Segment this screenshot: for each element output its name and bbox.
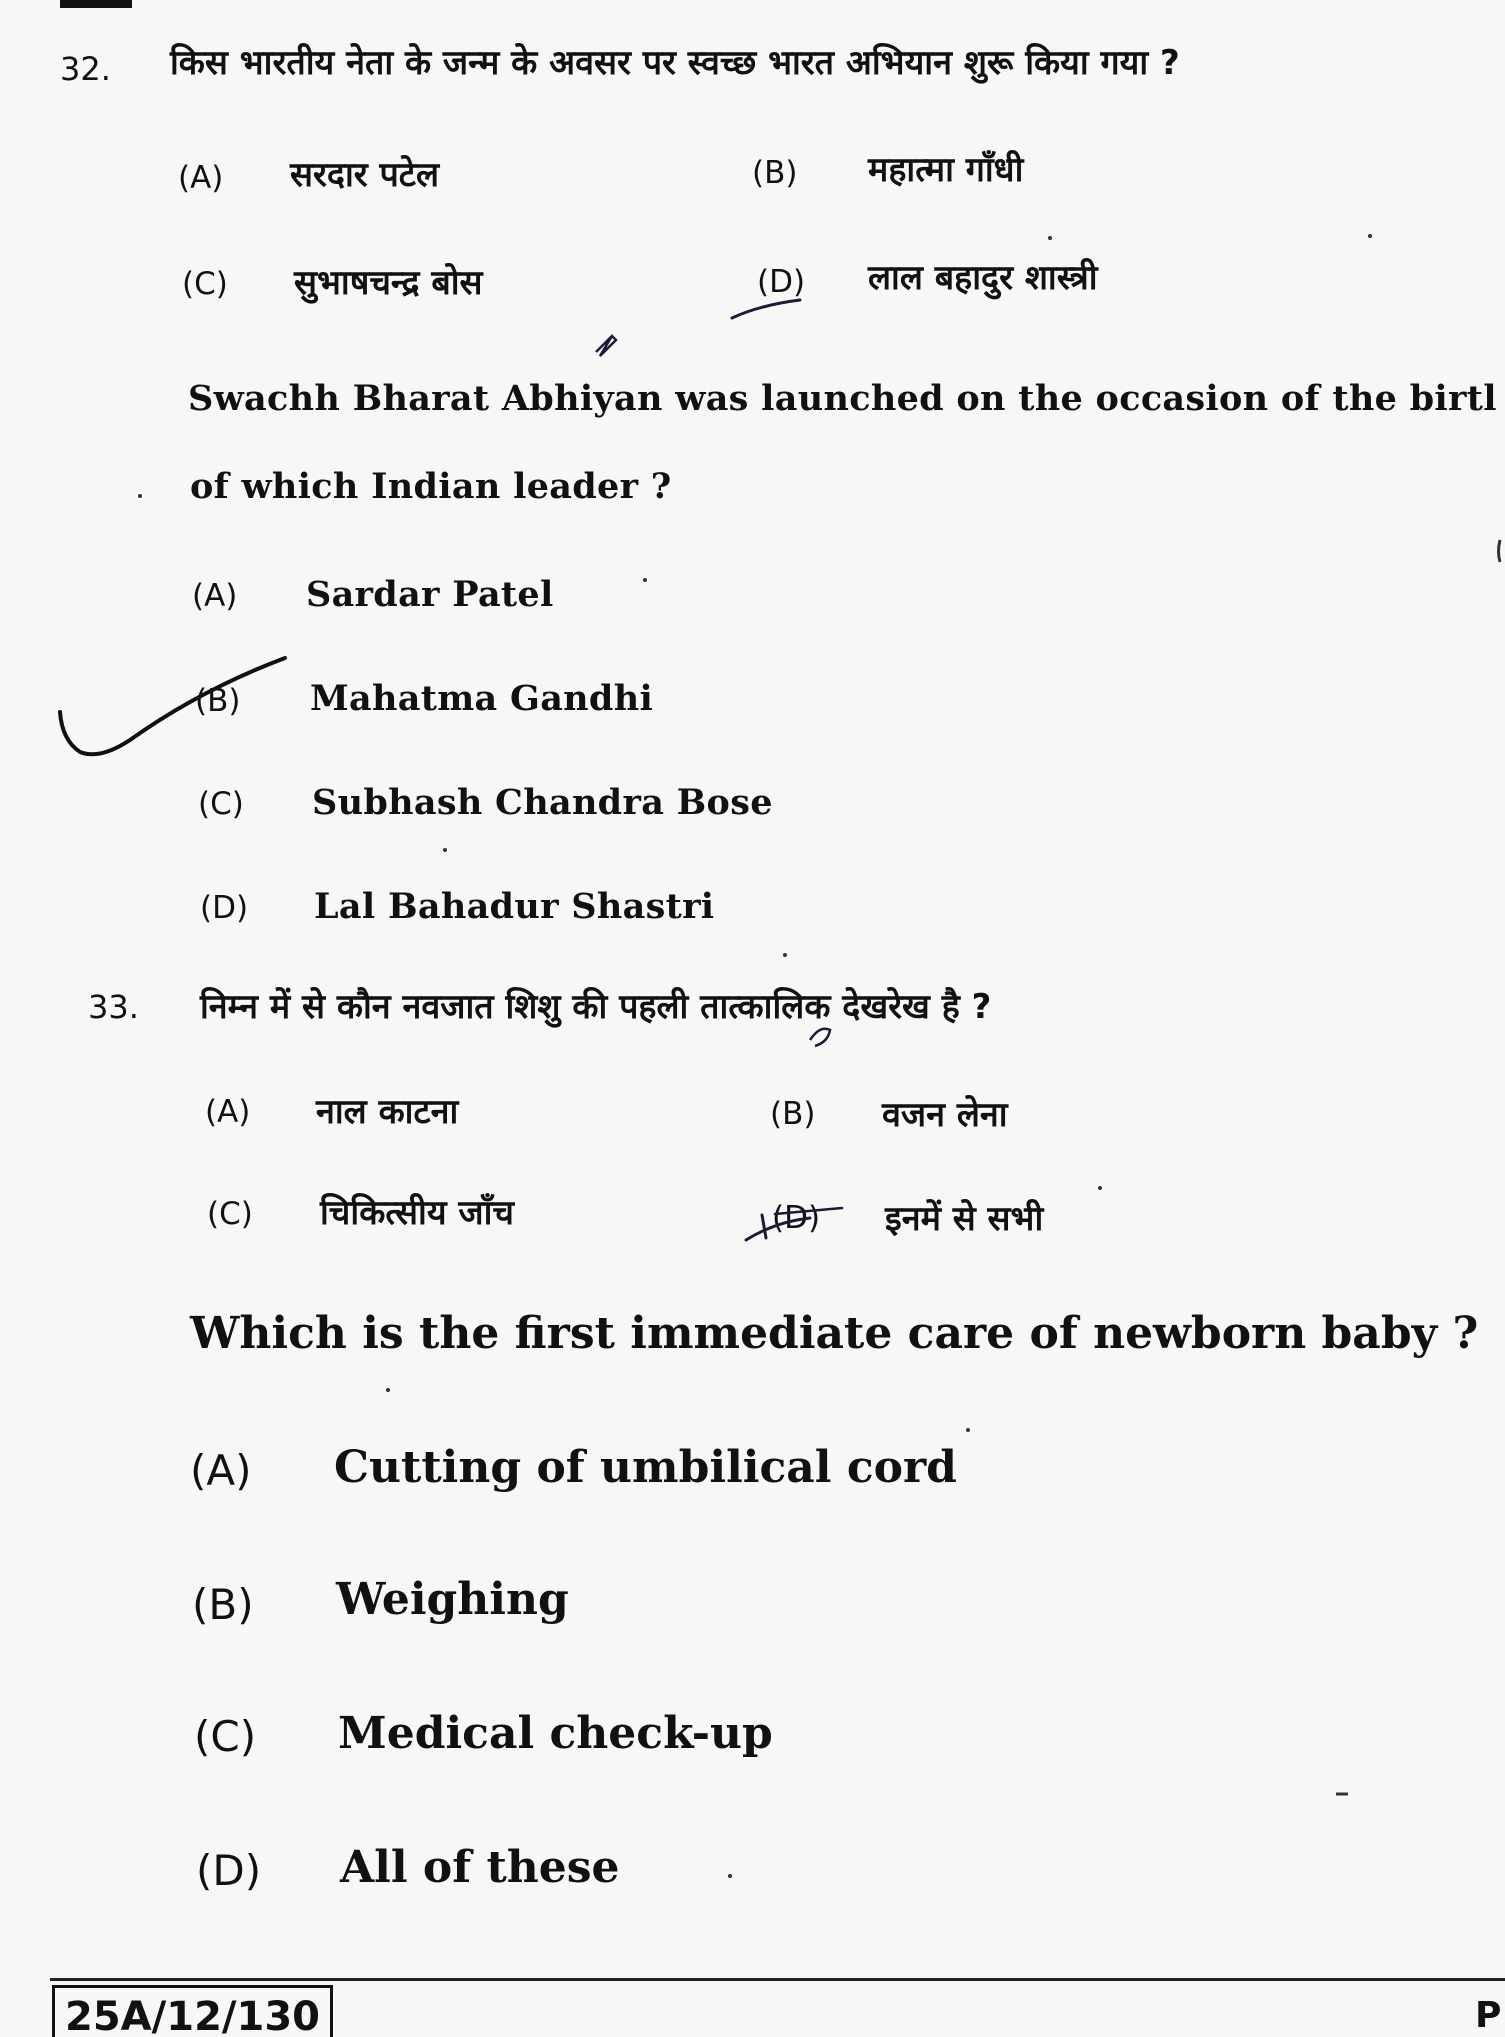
stray-dot (728, 1874, 732, 1878)
q32-english-option-a-text: Sardar Patel (306, 574, 554, 615)
stray-dot (1368, 234, 1372, 238)
stray-dot (643, 578, 647, 582)
stray-dot (783, 953, 787, 957)
q33-hindi-option-a-text: नाल काटना (316, 1092, 459, 1132)
q33-hindi-option-c-text: चिकित्सीय जाँच (320, 1193, 515, 1233)
footer-rule (50, 1978, 1505, 1981)
q32-hindi-option-b-label: (B) (752, 155, 798, 191)
q33-english-option-d-text: All of these (340, 1842, 620, 1893)
stray-dot (138, 494, 142, 498)
tick-mark-q32-english-b (60, 658, 285, 754)
q32-hindi-option-c-text: सुभाषचन्द्र बोस (294, 263, 483, 303)
q32-hindi-option-b-text: महात्मा गाँधी (868, 150, 1024, 190)
stray-dot (386, 1388, 390, 1392)
question-32-english-line-2: of which Indian leader ? (190, 466, 672, 507)
q32-hindi-option-c-label: (C) (182, 266, 228, 302)
q32-hindi-option-a-text: सरदार पटेल (290, 155, 439, 195)
question-32-english-line-1: Swachh Bharat Abhiyan was launched on the occasion of the birtl (188, 378, 1497, 419)
q33-hindi-option-b-text: वजन लेना (882, 1095, 1008, 1135)
underline-mark-q32-hindi-d (732, 300, 800, 318)
stray-dot (1098, 1186, 1102, 1190)
question-32-number: 32. (60, 50, 111, 88)
q33-english-option-c-label: (C) (194, 1712, 257, 1761)
q32-hindi-option-d-text: लाल बहादुर शास्त्री (868, 258, 1098, 298)
q32-english-option-d-label: (D) (200, 890, 249, 926)
question-33-hindi-text: निम्न में से कौन नवजात शिशु की पहली तात्कालिक देखरेख है ? (200, 987, 992, 1027)
q32-english-option-a-label: (A) (192, 578, 238, 614)
q33-hindi-option-d-text: इनमें से सभी (885, 1199, 1044, 1239)
q33-english-option-a-text: Cutting of umbilical cord (334, 1442, 957, 1493)
q32-hindi-option-d-label: (D) (757, 264, 806, 300)
q32-english-option-c-label: (C) (198, 786, 244, 822)
q33-hindi-option-c-label: (C) (207, 1196, 253, 1232)
stray-dot (966, 1428, 970, 1432)
q33-english-option-a-label: (A) (190, 1446, 252, 1495)
q32-english-option-d-text: Lal Bahadur Shastri (314, 886, 715, 927)
edge-mark (1499, 540, 1501, 562)
q33-english-option-b-text: Weighing (336, 1574, 569, 1625)
question-33-english-text: Which is the first immediate care of newborn baby ? (190, 1308, 1479, 1359)
question-32-hindi-text: किस भारतीय नेता के जन्म के अवसर पर स्वच्छ भारत अभियान शुरू किया गया ? (170, 43, 1180, 83)
q33-hindi-option-a-label: (A) (205, 1094, 251, 1130)
pen-stroke-q33-hindi-question (810, 1029, 830, 1046)
stray-dot (443, 848, 447, 852)
q33-hindi-option-b-label: (B) (770, 1096, 816, 1132)
footer-page-letter: P (1475, 1995, 1502, 2036)
strike-mark-q33-hindi-d (775, 1208, 842, 1214)
stray-dot (1048, 236, 1052, 240)
q33-english-option-d-label: (D) (196, 1846, 262, 1895)
q32-english-option-c-text: Subhash Chandra Bose (312, 782, 773, 823)
q32-english-option-b-text: Mahatma Gandhi (310, 678, 654, 719)
footer-paper-code: 25A/12/130 (52, 1985, 333, 2037)
pencil-mark-icon (596, 336, 616, 356)
q32-hindi-option-a-label: (A) (178, 160, 224, 196)
q33-english-option-c-text: Medical check-up (338, 1708, 773, 1759)
q32-english-option-b-label: (B) (195, 683, 241, 719)
q33-hindi-option-d-label: (D) (772, 1200, 821, 1236)
question-33-number: 33. (88, 988, 139, 1026)
q33-english-option-b-label: (B) (192, 1580, 254, 1629)
underline-mark-q33-hindi-d (746, 1215, 810, 1240)
